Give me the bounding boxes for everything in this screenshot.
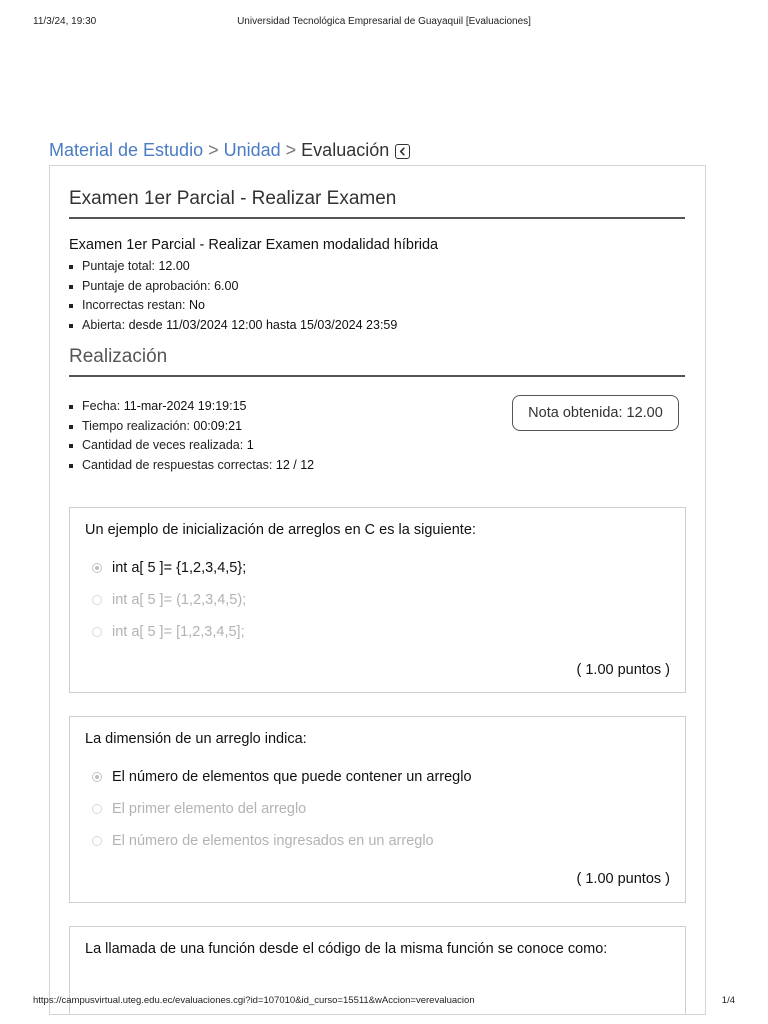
score-badge: Nota obtenida: 12.00 bbox=[512, 395, 679, 431]
breadcrumb bbox=[49, 138, 410, 162]
breadcrumb-separator: > bbox=[208, 139, 219, 160]
evaluation-panel bbox=[49, 165, 706, 1015]
radio-empty-icon bbox=[92, 627, 102, 637]
print-header bbox=[33, 16, 735, 30]
question-points: ( 1.00 puntos ) bbox=[576, 871, 670, 887]
detail-incorrectas-restan bbox=[69, 296, 397, 316]
detail-label: Puntaje de aprobación: bbox=[82, 278, 211, 293]
detail-value: 11-mar-2024 19:19:15 bbox=[123, 399, 247, 413]
detail-label: Abierta: bbox=[82, 317, 126, 332]
detail-label: Puntaje total: bbox=[82, 259, 155, 273]
detail-puntaje-aprobacion bbox=[69, 277, 397, 297]
question-points: ( 1.00 puntos ) bbox=[576, 662, 670, 678]
detail-abierta bbox=[69, 316, 397, 336]
radio-empty-icon bbox=[92, 595, 102, 605]
answer-option[interactable] bbox=[92, 833, 434, 849]
question-text: La llamada de una función desde el código de la misma función se conoce como: bbox=[85, 941, 608, 957]
detail-value: desde 11/03/2024 12:00 hasta 15/03/2024 23:59 bbox=[128, 317, 398, 332]
detail-value: 12 / 12 bbox=[275, 457, 315, 472]
option-label: int a[ 5 ]= (1,2,3,4,5); bbox=[112, 592, 247, 608]
detail-tiempo-realizacion bbox=[69, 417, 314, 437]
answer-option[interactable] bbox=[92, 592, 246, 608]
question-card bbox=[69, 507, 686, 693]
detail-label: Incorrectas restan: bbox=[82, 298, 186, 312]
question-card bbox=[69, 716, 686, 903]
detail-label: Fecha: bbox=[82, 399, 121, 413]
detail-value: 6.00 bbox=[214, 278, 239, 293]
option-label: int a[ 5 ]= [1,2,3,4,5]; bbox=[112, 624, 245, 640]
question-text: La dimensión de un arreglo indica: bbox=[85, 731, 307, 747]
exam-subtitle: Examen 1er Parcial - Realizar Examen modalidad híbrida bbox=[69, 237, 439, 253]
chevron-left-icon bbox=[398, 147, 407, 156]
answer-option-selected[interactable] bbox=[92, 560, 246, 576]
breadcrumb-separator: > bbox=[285, 139, 297, 160]
breadcrumb-current: Evaluación bbox=[301, 139, 390, 160]
breadcrumb-unidad[interactable]: Unidad bbox=[223, 139, 281, 160]
print-datetime: 11/3/24, 19:30 bbox=[33, 16, 97, 27]
detail-label: Cantidad de respuestas correctas: bbox=[82, 457, 273, 472]
radio-empty-icon bbox=[92, 804, 102, 814]
detail-label: Tiempo realización: bbox=[82, 418, 190, 433]
detail-value: 1 bbox=[246, 438, 254, 452]
detail-value: 12.00 bbox=[158, 259, 190, 273]
option-label: int a[ 5 ]= {1,2,3,4,5}; bbox=[112, 560, 247, 576]
exam-title: Examen 1er Parcial - Realizar Examen bbox=[69, 188, 685, 219]
realizacion-title: Realización bbox=[69, 346, 685, 377]
detail-puntaje-total bbox=[69, 257, 397, 277]
detail-value: No bbox=[189, 298, 205, 312]
detail-value: 00:09:21 bbox=[193, 418, 243, 433]
question-text: Un ejemplo de inicialización de arreglos en C es la siguiente: bbox=[85, 522, 476, 538]
radio-selected-icon bbox=[92, 563, 102, 573]
print-footer bbox=[33, 995, 735, 1009]
radio-empty-icon bbox=[92, 836, 102, 846]
print-page-number: 1/4 bbox=[721, 995, 735, 1006]
option-label: El primer elemento del arreglo bbox=[112, 801, 307, 817]
print-document-title: Universidad Tecnológica Empresarial de Guayaquil [Evaluaciones] bbox=[237, 16, 531, 27]
exam-details-list bbox=[69, 257, 397, 335]
radio-selected-icon bbox=[92, 772, 102, 782]
answer-option[interactable] bbox=[92, 801, 306, 817]
back-button[interactable] bbox=[395, 144, 410, 159]
detail-veces-realizada bbox=[69, 436, 314, 456]
detail-label: Cantidad de veces realizada: bbox=[82, 438, 244, 452]
detail-respuestas-correctas bbox=[69, 456, 314, 476]
option-label: El número de elementos ingresados en un arreglo bbox=[112, 833, 434, 849]
breadcrumb-material-de-estudio[interactable]: Material de Estudio bbox=[49, 139, 204, 160]
option-label: El número de elementos que puede contener un arreglo bbox=[112, 769, 472, 785]
detail-fecha bbox=[69, 397, 314, 417]
answer-option[interactable] bbox=[92, 624, 245, 640]
realizacion-details-list bbox=[69, 397, 314, 475]
print-url: https://campusvirtual.uteg.edu.ec/evaluaciones.cgi?id=107010&id_curso=15511&wAccion=verevaluacion bbox=[33, 995, 475, 1006]
answer-option-selected[interactable] bbox=[92, 769, 472, 785]
